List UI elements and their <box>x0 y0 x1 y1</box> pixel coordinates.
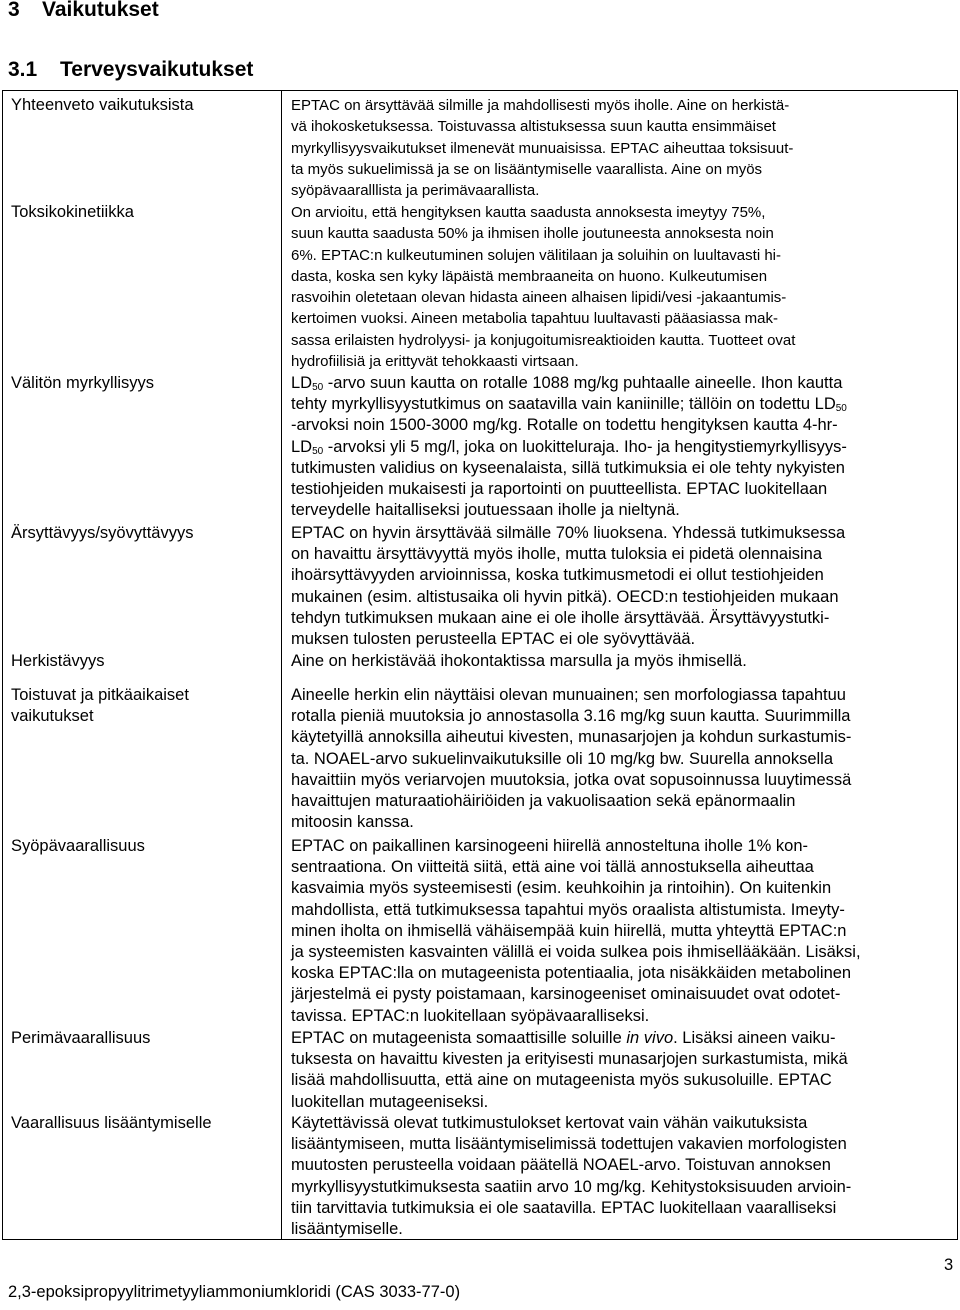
text-line: mahdollista, että tutkimuksessa tapahtui myös oraalista altistumista. Imeyty- <box>291 900 845 919</box>
text-line: $LD_{50}$ -arvoksi yli 5 mg/l, joka on luokitteluraja. Iho- ja hengitystiemyrkyllisyys- <box>291 437 847 457</box>
text-line: testiohjeiden mukaisesti ja raportointi on puutteellista. EPTAC luokitellaan <box>291 480 828 499</box>
text-line: lisää mahdollisuutta, että aine on mutageenista myös sukusoluille. EPTAC <box>291 1071 832 1090</box>
text-line: suun kautta saadusta 50% ja ihmisen iholle joutuneesta annoksesta noin <box>291 225 774 243</box>
row-label <box>11 836 273 857</box>
text-line: Aine on herkistävää ihokontaktissa marsulla ja myös ihmisellä. <box>291 652 747 670</box>
row-label <box>11 1028 273 1049</box>
text-line: ja systeemisten kasvainten välillä ei voida sulkea pois ihmisellääkään. Lisäksi, <box>291 943 861 962</box>
effects-table <box>2 90 958 1240</box>
text-line: luokitellan mutageeniseksi. <box>291 1092 489 1111</box>
row-label <box>11 202 273 223</box>
heading2-title: Terveysvaikutukset <box>60 58 254 81</box>
row-label-line: Herkistävyys <box>11 652 105 670</box>
text-line: myrkyllisyystutkimuksesta saatiin arvo 10 mg/kg. Kehitystoksisuuden arvioin- <box>291 1177 852 1196</box>
row-text <box>291 202 931 372</box>
text-line: ihoärsyttävyyden arvioinnissa, koska tutkimusmetodi ei ollut testiohjeiden <box>291 566 824 585</box>
row-label <box>11 1113 273 1134</box>
text-line: minen iholta on ihmisellä vähäisempää kuin hiirellä, mutta yhteyttä EPTAC:n <box>291 921 847 940</box>
text-line: dasta, koska sen kyky läpäistä membraaneita on huono. Kulkeutumisen <box>291 267 768 285</box>
row-text <box>291 685 931 833</box>
text-line: lisääntymiselle. <box>291 1220 403 1239</box>
heading-terveysvaikutukset <box>8 58 253 82</box>
footer-substance-name: 2,3-epoksipropyylitrimetyyliammoniumkloridi (CAS 3033-77-0) <box>8 1283 461 1301</box>
text-line: ta myös sukuelimissä ja se on lisääntymiselle vaarallista. Aine on myös <box>291 160 763 178</box>
heading1-title: Vaikutukset <box>42 0 159 21</box>
row-label-line: Ärsyttävyys/syövyttävyys <box>11 524 194 542</box>
row-text <box>291 1028 931 1113</box>
text-line: koska EPTAC:lla on mutageenista potentiaalia, jota nisäkkäiden metabolinen <box>291 964 852 983</box>
text-line: EPTAC on ärsyttävää silmille ja mahdollisesti myös iholle. Aine on herkistä- <box>291 97 790 114</box>
text-line: havaittujen maturaatiohäiriöiden ja vakuolisaation sekä epänormaalin <box>291 792 796 811</box>
text-line: on havaittu ärsyttävyyttä myös iholle, mutta tuloksia ei pidetä olennaisina <box>291 545 823 564</box>
row-text <box>291 1113 931 1240</box>
row-text <box>291 373 931 521</box>
text-line: mitoosin kanssa. <box>291 813 414 832</box>
text-line: tehdyn tutkimuksen mukaan aine ei ole iholle ärsyttävää. Ärsyttävyystutki- <box>291 608 830 627</box>
row-label <box>11 651 273 672</box>
row-label <box>11 373 273 394</box>
heading2-number: 3.1 <box>8 58 38 81</box>
text-line: hydrofiilisiä ja erittyvät tehokkaasti virtsaan. <box>291 353 579 371</box>
heading-vaikutukset <box>8 0 159 22</box>
text-line: tuksesta on havaittu kivesten ja erityisesti munasarjojen surkastumista, mikä <box>291 1050 848 1069</box>
text-line: tiin tarvittavia tutkimuksia ei ole saatavilla. EPTAC luokitellaan vaaralliseksi <box>291 1198 837 1217</box>
row-text <box>291 836 931 1027</box>
text-line: $LD_{50}$ -arvo suun kautta on rotalle 1088 mg/kg puhtaalle aineelle. Ihon kautta <box>291 374 843 393</box>
text-line: tavissa. EPTAC:n luokitellaan syöpävaaralliseksi. <box>291 1006 650 1025</box>
text-line: sentraationa. On viitteitä siitä, että aine voi tällä annostuksella aiheuttaa <box>291 858 814 877</box>
text-line: EPTAC on mutageenista somaattisille soluille in vivo. Lisäksi aineen vaiku- <box>291 1029 836 1047</box>
row-label-line: Välitön myrkyllisyys <box>11 374 155 392</box>
row-text <box>291 523 931 650</box>
text-line: tehty myrkyllisyystutkimus on saatavilla vain kaniinille; tällöin on todettu $LD_{50}$ <box>291 395 847 415</box>
row-label <box>11 95 273 116</box>
text-line: vä ihokosketuksessa. Toistuvassa altistuksessa suun kautta ensimmäiset <box>291 118 776 136</box>
text-line: havaittiin myös veriarvojen muutoksia, jotka ovat sopusoinnussa luuytimessä <box>291 770 852 789</box>
text-line: EPTAC on paikallinen karsinogeeni hiirellä annosteltuna iholle 1% kon- <box>291 837 809 855</box>
row-label-line: vaikutukset <box>11 706 94 725</box>
row-label-line: Yhteenveto vaikutuksista <box>11 96 194 114</box>
row-text <box>291 651 931 672</box>
text-line: muksen tulosten perusteella EPTAC ei ole syövyttävää. <box>291 630 696 649</box>
row-text <box>291 95 931 201</box>
text-line: Aineelle herkin elin näyttäisi olevan munuainen; sen morfologiassa tapahtuu <box>291 686 846 704</box>
text-line: muutosten perusteella voidaan päätellä NOAEL-arvo. Toistuvan annoksen <box>291 1156 831 1175</box>
row-label-line: Toistuvat ja pitkäaikaiset <box>11 686 189 704</box>
heading1-number: 3 <box>8 0 20 21</box>
text-line: lisääntymiseen, mutta lisääntymiselimissä todettujen vakavien morfologisten <box>291 1135 847 1154</box>
text-line: -arvoksi noin 1500-3000 mg/kg. Rotalle on todettu hengityksen kautta 4-hr- <box>291 416 838 435</box>
text-line: sassa erilaisten hydrolyysi- ja konjugoitumisreaktioiden kautta. Tuotteet ovat <box>291 331 796 349</box>
text-line: kertoimen vuoksi. Aineen metabolia tapahtuu luultavasti pääasiassa mak- <box>291 310 778 328</box>
text-line: mukainen (esim. altistusaika oli hyvin pitkä). OECD:n testiohjeiden mukaan <box>291 587 839 606</box>
text-line: syöpävaaralllista ja perimävaarallista. <box>291 182 540 200</box>
text-line: käytetyillä annoksilla aiheutui kivesten, munasarjojen ja kohdun surkastumis- <box>291 728 852 747</box>
row-label <box>11 685 273 726</box>
text-line: kasvaimia myös systeemisesti (esim. keuhkoihin ja rintoihin). On kuitenkin <box>291 879 832 898</box>
page-number: 3 <box>944 1256 954 1274</box>
text-line: EPTAC on hyvin ärsyttävää silmälle 70% liuoksena. Yhdessä tutkimuksessa <box>291 524 846 542</box>
text-line: Käytettävissä olevat tutkimustulokset kertovat vain vähän vaikutuksista <box>291 1114 808 1132</box>
text-line: ta. NOAEL-arvo sukuelinvaikutuksille oli 10 mg/kg bw. Suurella annoksella <box>291 749 834 768</box>
row-label <box>11 523 273 544</box>
column-divider <box>281 91 282 1239</box>
text-line: järjestelmä ei pysty poistamaan, karsinogeeniset ominaisuudet ovat odotet- <box>291 985 841 1004</box>
text-line: rotalla pieniä muutoksia jo annostasolla 3.16 mg/kg suun kautta. Suurimmilla <box>291 707 851 726</box>
row-label-line: Perimävaarallisuus <box>11 1029 151 1047</box>
text-line: 6%. EPTAC:n kulkeutuminen solujen välitilaan ja soluihin on luultavasti hi- <box>291 246 781 264</box>
row-label-line: Toksikokinetiikka <box>11 203 134 221</box>
text-line: tutkimusten validius on kyseenalaista, sillä tutkimuksia ei ole tehty nykyisten <box>291 458 845 477</box>
row-label-line: Vaarallisuus lisääntymiselle <box>11 1114 212 1132</box>
text-line: rasvoihin oletetaan olevan hidasta aineen alhaisen lipidi/vesi -jakaantumis- <box>291 289 787 307</box>
row-label-line: Syöpävaarallisuus <box>11 837 145 855</box>
text-line: terveydelle haitalliseksi joutuessaan iholle ja nieltynä. <box>291 501 680 520</box>
text-line: On arvioitu, että hengityksen kautta saadusta annoksesta imeytyy 75%, <box>291 204 766 221</box>
text-line: myrkyllisyysvaikutukset ilmenevät munuaisissa. EPTAC aiheuttaa toksisuut- <box>291 139 794 157</box>
